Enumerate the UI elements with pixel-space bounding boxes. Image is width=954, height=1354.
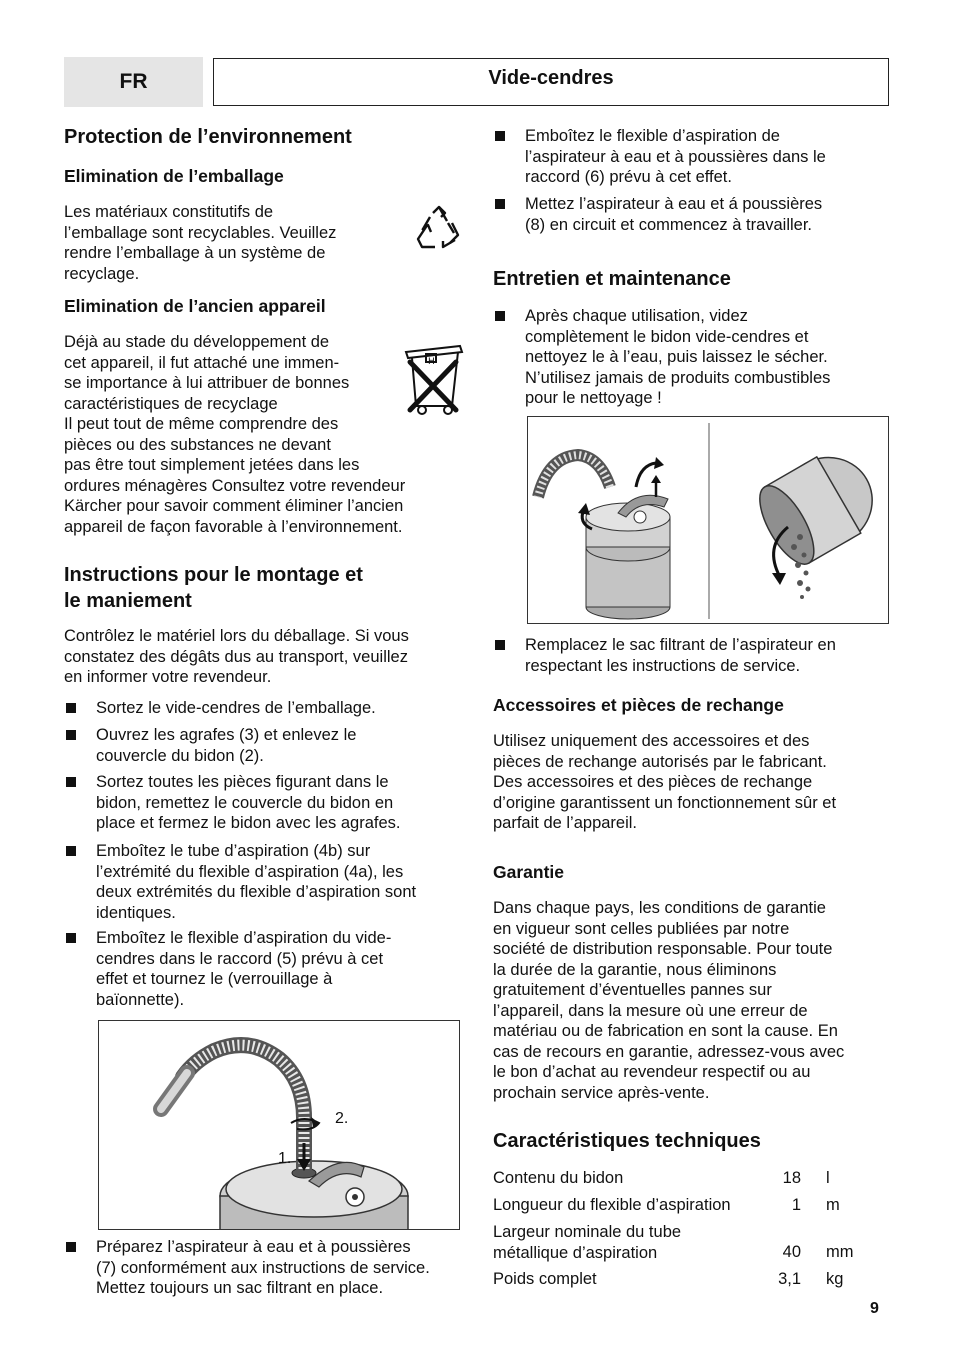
spec-unit: l (826, 1169, 830, 1187)
text-line: métallique d’aspiration (493, 1243, 658, 1262)
heading-line: Instructions pour le montage et (64, 564, 363, 586)
text-line: bidon, remettez le couvercle du bidon en (96, 793, 394, 812)
bullet-square-icon (66, 703, 76, 713)
text-line: l’appareil, dans la mesure où une erreur de (493, 1001, 808, 1020)
spec-value: 1 (791, 1196, 801, 1214)
language-code: FR (119, 70, 148, 93)
page-title: Vide-cendres (488, 67, 614, 89)
text-line: cas de recours en garantie, adressez-vous avec (493, 1042, 845, 1061)
packaging-heading: Elimination de l’emballage (64, 166, 284, 186)
list-item (64, 928, 391, 1010)
text-line: Remplacez le sac filtrant de l’aspirateur en (525, 636, 836, 654)
text-line: Sortez toutes les pièces figurant dans le (96, 773, 389, 791)
bullet-square-icon (66, 777, 76, 787)
text-line: respectant les instructions de service. (525, 656, 801, 675)
packaging-paragraph (64, 202, 336, 284)
text-line: rendre l’emballage à un système de (64, 244, 326, 262)
text-line: Les matériaux constitutifs de (64, 203, 274, 221)
text-line: se importance à lui attribuer de bonnes (64, 374, 350, 392)
spec-unit: m (826, 1196, 840, 1214)
text-line: Préparez l’aspirateur à eau et à poussières (96, 1238, 411, 1256)
spec-label: Longueur du flexible d’aspiration (493, 1196, 731, 1214)
text-line: le bon d’achat au revendeur respectif ou au (493, 1063, 811, 1081)
step-2-label: 2. (335, 1110, 349, 1127)
text-line: ordures ménagères Consultez votre revendeur (64, 476, 406, 495)
text-line: pas être tout simplement jetées dans les (64, 456, 360, 474)
old-device-paragraph (64, 332, 405, 537)
text-line: Il peut tout de même comprendre des (64, 415, 339, 433)
text-line: Largeur nominale du tube (493, 1223, 682, 1241)
text-line: pour le nettoyage ! (525, 389, 662, 407)
list-item (493, 635, 836, 676)
specs-heading: Caractéristiques techniques (493, 1130, 761, 1152)
text-line: Emboîtez le tube d’aspiration (4b) sur (96, 842, 371, 860)
list-item (493, 194, 822, 235)
text-line: Sortez le vide-cendres de l’emballage. (96, 699, 376, 717)
text-line: l’aspirateur à eau et à poussières dans le (525, 147, 826, 166)
text-line: la durée de la garantie, nous éliminons (493, 960, 777, 979)
list-item (64, 772, 401, 834)
text-line: complètement le bidon vide-cendres et (525, 327, 809, 346)
bullet-square-icon (66, 933, 76, 943)
bullet-square-icon (495, 311, 505, 321)
text-line: gratuitement d’éventuelles pannes sur (493, 981, 772, 999)
accessories-heading: Accessoires et pièces de rechange (493, 695, 784, 715)
text-line: pièces ou des substances ne devant (64, 435, 331, 454)
text-line: en informer votre revendeur. (64, 668, 272, 686)
list-item (64, 698, 376, 719)
text-line: couvercle du bidon (2). (96, 746, 264, 765)
text-line: recyclage. (64, 264, 140, 283)
warranty-heading: Garantie (493, 862, 564, 882)
text-line: Déjà au stade du développement de (64, 333, 330, 351)
warranty-paragraph (493, 898, 844, 1103)
page-number: 9 (870, 1300, 879, 1317)
text-line: Emboîtez le flexible d’aspiration de (525, 127, 780, 145)
hose-attach-figure (98, 1020, 460, 1230)
bullet-square-icon (66, 730, 76, 740)
text-line: l’extrémité du flexible d’aspiration (4a), les (96, 862, 404, 881)
environment-heading: Protection de l’environnement (64, 126, 352, 148)
text-line: en vigueur sont celles publiées par notre (493, 919, 790, 938)
text-line: (8) en circuit et commencez à travailler. (525, 215, 813, 234)
text-line: place et fermez le bidon avec les agrafes. (96, 814, 401, 832)
text-line: constatez des dégâts dus au transport, veuillez (64, 647, 408, 666)
text-line: N’utilisez jamais de produits combustibles (525, 368, 831, 387)
bullet-square-icon (66, 846, 76, 856)
text-line: raccord (6) prévu à cet effet. (525, 168, 732, 186)
crossed-out-bin-icon (402, 340, 466, 418)
text-line: Après chaque utilisation, videz (525, 307, 748, 325)
bullet-square-icon (66, 1242, 76, 1252)
spec-label (493, 1222, 681, 1263)
text-line: Emboîtez le flexible d’aspiration du vide- (96, 929, 392, 947)
spec-unit: kg (826, 1270, 844, 1288)
bullet-square-icon (495, 131, 505, 141)
text-line: pièces de rechange autorisés par le fabricant. (493, 752, 827, 771)
text-line: Contrôlez le matériel lors du déballage. Si vous (64, 627, 409, 645)
text-line: l’emballage sont recyclables. Veuillez (64, 223, 337, 242)
svg-text:H: H (428, 357, 435, 367)
text-line: Utilisez uniquement des accessoires et des (493, 732, 810, 750)
text-line: Mettez toujours un sac filtrant en place. (96, 1279, 384, 1297)
text-line: identiques. (96, 903, 176, 922)
text-line: matériau ou de fabrication en sont la cause. En (493, 1022, 838, 1040)
text-line: effet et tournez le (verrouillage à (96, 970, 333, 988)
text-line: Ouvrez les agrafes (3) et enlevez le (96, 726, 357, 744)
text-line: d’origine garantissent un fonctionnement sûr et (493, 793, 837, 812)
spec-value: 40 (782, 1243, 801, 1261)
text-line: nettoyez le à l’eau, puis laissez le sécher. (525, 348, 828, 366)
text-line: prochain service après-vente. (493, 1083, 710, 1102)
list-item (64, 725, 356, 766)
text-line: caractéristiques de recyclage (64, 394, 278, 413)
bullet-square-icon (495, 199, 505, 209)
step-1-label: 1. (278, 1150, 292, 1167)
language-tab (64, 57, 203, 107)
accessories-paragraph (493, 731, 836, 834)
list-item (493, 306, 830, 409)
spec-value: 18 (782, 1169, 801, 1187)
text-line: Dans chaque pays, les conditions de garantie (493, 899, 826, 917)
text-line: société de distribution responsable. Pour toute (493, 940, 833, 958)
text-line: baïonnette). (96, 990, 185, 1009)
maintenance-heading: Entretien et maintenance (493, 268, 731, 290)
spec-unit: mm (826, 1243, 854, 1261)
old-device-heading: Elimination de l’ancien appareil (64, 296, 326, 316)
text-line: Kärcher pour savoir comment éliminer l’ancien (64, 497, 404, 515)
recycling-symbol-icon (414, 203, 464, 253)
bullet-square-icon (495, 640, 505, 650)
list-item (64, 841, 416, 923)
text-line: deux extrémités du flexible d’aspiration sont (96, 883, 417, 901)
heading-line: le maniement (64, 590, 192, 612)
text-line: (7) conformément aux instructions de service. (96, 1258, 430, 1277)
text-line: cendres dans le raccord (5) prévu à cet (96, 949, 384, 968)
instructions-paragraph (64, 626, 409, 688)
spec-value: 3,1 (778, 1270, 801, 1288)
text-line: appareil de façon favorable à l’environnement. (64, 517, 403, 536)
instructions-heading (64, 562, 363, 614)
header-title-box (213, 58, 889, 106)
text-line: Des accessoires et des pièces de rechange (493, 773, 813, 791)
text-line: cet appareil, il fut attaché une immen- (64, 353, 340, 372)
text-line: Mettez l’aspirateur à eau et á poussières (525, 195, 823, 213)
spec-label: Contenu du bidon (493, 1169, 624, 1187)
spec-label: Poids complet (493, 1270, 597, 1288)
list-item (493, 126, 826, 188)
text-line: parfait de l’appareil. (493, 814, 638, 832)
emptying-figure (527, 416, 889, 624)
list-item (64, 1237, 430, 1299)
